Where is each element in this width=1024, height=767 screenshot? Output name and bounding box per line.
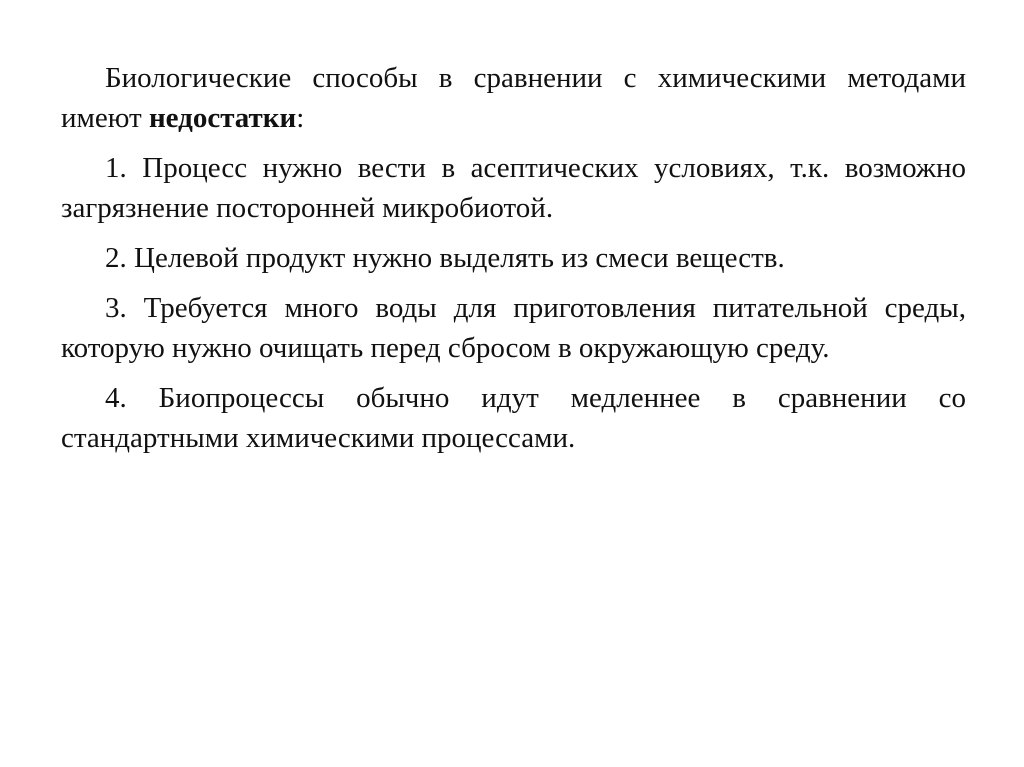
list-item-4: 4. Биопроцессы обычно идут медленнее в сравнении со стандартными химическими процессами. [61,382,966,454]
intro-text-after: : [296,102,305,134]
list-item-2: 2. Целевой продукт нужно выделять из смеси веществ. [105,242,785,274]
intro-bold-term: недостатки [148,102,297,134]
slide-text-body [61,58,966,468]
list-item-3: 3. Требуется много воды для приготовления питательной среды, которую нужно очищать перед сбросом в окружающую среду. [61,292,966,364]
intro-paragraph [61,58,966,138]
list-item-1: 1. Процесс нужно вести в асептических условиях, т.к. возможно загрязнение посторонней микробиотой. [61,152,966,224]
intro-text-before: Биологические способы в сравнении с химическими методами имеют [61,62,966,134]
